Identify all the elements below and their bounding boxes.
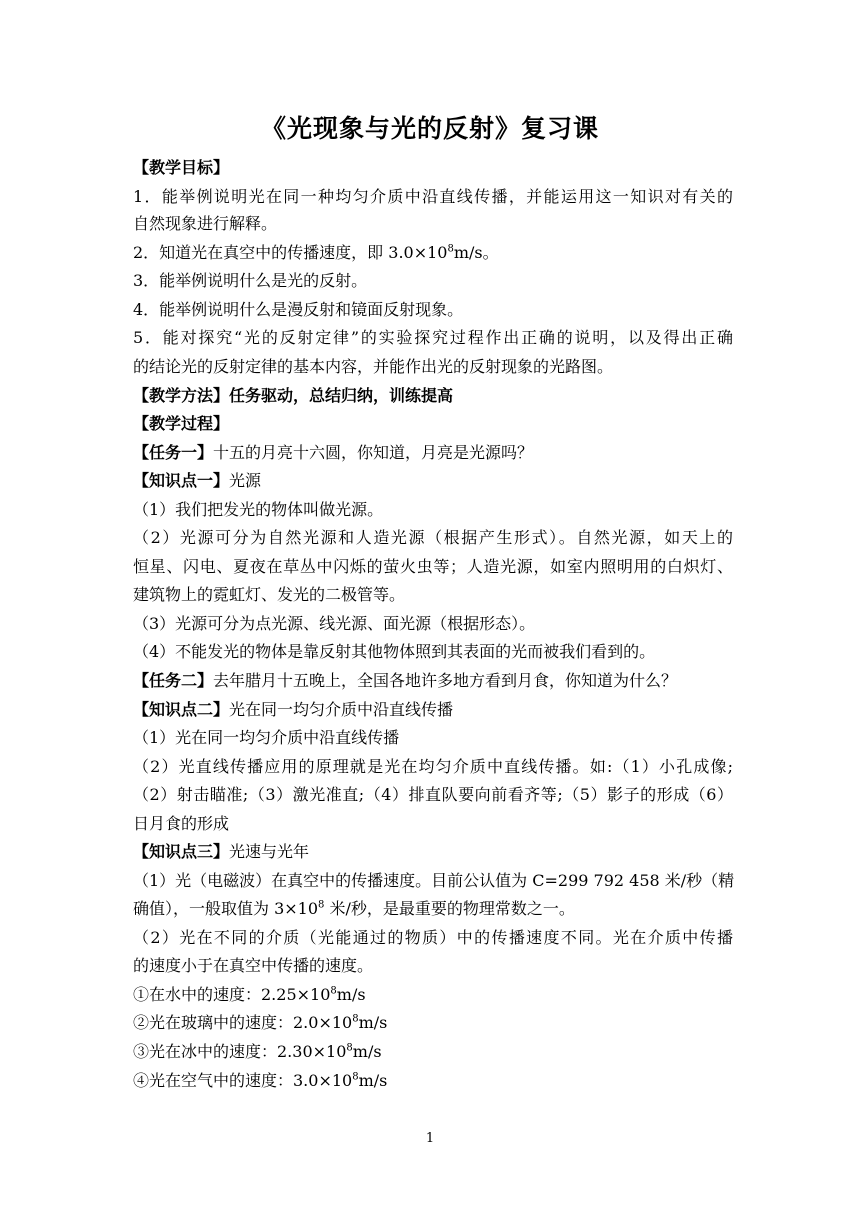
page-title: 《光现象与光的反射》复习课 — [260, 114, 599, 143]
goal-5-line-1: 5．能对探究“光的反射定律”的实验探究过程作出正确的说明，以及得出正确 — [133, 328, 733, 347]
task-1-label: 【任务一】 — [133, 443, 214, 462]
goal-2 — [133, 242, 733, 264]
goal-4: 4．能举例说明什么是漫反射和镜面反射现象。 — [133, 300, 464, 319]
kp1-line-4: （4）不能发光的物体是靠反射其他物体照到其表面的光而被我们看到的。 — [133, 642, 656, 661]
kp3-line-2a: （2）光在不同的介质（光能通过的物质）中的传播速度不同。光在介质中传播 — [133, 928, 733, 947]
speed-water — [133, 984, 733, 1006]
speed-ice-exponent: 8 — [346, 1042, 353, 1054]
task-2-text: 去年腊月十五晚上，全国各地许多地方看到月食，你知道为什么？ — [213, 671, 678, 690]
speed-water-exponent: 8 — [330, 985, 337, 997]
speed-water-text: ①在水中的速度：2.25×10 — [133, 985, 331, 1004]
goal-1-line-1: 1．能举例说明光在同一种均匀介质中沿直线传播，并能运用这一知识对有关的 — [133, 187, 733, 206]
kp2-label: 【知识点二】 — [133, 700, 230, 719]
goal-2-unit: m/s。 — [453, 243, 499, 262]
kp2-line-1: （1）光在同一均匀介质中沿直线传播 — [133, 728, 400, 747]
kp1-line-3: （3）光源可分为点光源、线光源、面光源（根据形态）。 — [133, 614, 536, 633]
kp1-line-1: （1）我们把发光的物体叫做光源。 — [133, 500, 384, 519]
speed-glass-exponent: 8 — [352, 1013, 359, 1025]
goal-2-exponent: 8 — [447, 243, 454, 255]
kp2-line-2c: 日月食的形成 — [133, 814, 230, 833]
kp2-line-2b: （2）射击瞄准;（3）激光准直;（4）排直队要向前看齐等;（5）影子的形成（6） — [133, 785, 733, 804]
kp1-label: 【知识点一】 — [133, 471, 230, 490]
knowledge-point-3 — [133, 841, 733, 863]
kp1-line-2c: 建筑物上的霓虹灯、发光的二极管等。 — [133, 585, 406, 604]
kp3-line-1b-text: 确值），一般取值为 3×10 — [133, 899, 319, 918]
kp3-label: 【知识点三】 — [133, 842, 230, 861]
speed-ice-text: ③光在冰中的速度：2.30×10 — [133, 1042, 347, 1061]
task-1-text: 十五的月亮十六圆，你知道，月亮是光源吗？ — [213, 443, 534, 462]
kp3-line-1b — [133, 898, 733, 920]
speed-glass-unit: m/s — [358, 1013, 388, 1032]
goal-5-line-2: 的结论光的反射定律的基本内容，并能作出光的反射现象的光路图。 — [133, 357, 614, 376]
task-2 — [133, 670, 733, 692]
speed-glass-text: ②光在玻璃中的速度：2.0×10 — [133, 1013, 353, 1032]
kp2-line-2a: （2）光直线传播应用的原理就是光在均匀介质中直线传播。如:（1）小孔成像; — [133, 757, 733, 776]
kp3-line-2b: 的速度小于在真空中传播的速度。 — [133, 956, 374, 975]
kp3-line-1b-rest: 米/秒，是最重要的物理常数之一。 — [324, 899, 575, 918]
speed-air-exponent: 8 — [352, 1071, 359, 1083]
kp2-text: 光在同一均匀介质中沿直线传播 — [229, 700, 454, 719]
goal-2-text: 2．知道光在真空中的传播速度，即 3.0×10 — [133, 243, 448, 262]
kp3-text: 光速与光年 — [229, 842, 310, 861]
speed-air — [133, 1070, 733, 1092]
task-1 — [133, 442, 733, 464]
speed-water-unit: m/s — [336, 985, 366, 1004]
knowledge-point-2 — [133, 699, 733, 721]
teaching-method: 【教学方法】任务驱动，总结归纳，训练提高 — [133, 386, 454, 405]
section-heading-process: 【教学过程】 — [133, 414, 230, 433]
kp1-line-2a: （2）光源可分为自然光源和人造光源（根据产生形式）。自然光源，如天上的 — [133, 528, 733, 547]
speed-glass — [133, 1012, 733, 1034]
speed-ice — [133, 1041, 733, 1063]
kp3-line-1a: （1）光（电磁波）在真空中的传播速度。目前公认值为 C=299 792 458 米/秒（精 — [133, 871, 735, 890]
kp1-line-2b: 恒星、闪电、夏夜在草丛中闪烁的萤火虫等；人造光源，如室内照明用的白炽灯、 — [133, 557, 733, 576]
knowledge-point-1 — [133, 470, 733, 492]
section-heading-goals: 【教学目标】 — [133, 158, 230, 177]
speed-air-text: ④光在空气中的速度：3.0×10 — [133, 1071, 353, 1090]
kp3-line-1b-exponent: 8 — [318, 899, 325, 911]
goal-1-line-2: 自然现象进行解释。 — [133, 214, 278, 233]
goal-3: 3．能举例说明什么是光的反射。 — [133, 271, 368, 290]
speed-air-unit: m/s — [358, 1071, 388, 1090]
speed-ice-unit: m/s — [352, 1042, 382, 1061]
page-number: 1 — [425, 1131, 435, 1146]
task-2-label: 【任务二】 — [133, 671, 214, 690]
kp1-text: 光源 — [229, 471, 262, 490]
